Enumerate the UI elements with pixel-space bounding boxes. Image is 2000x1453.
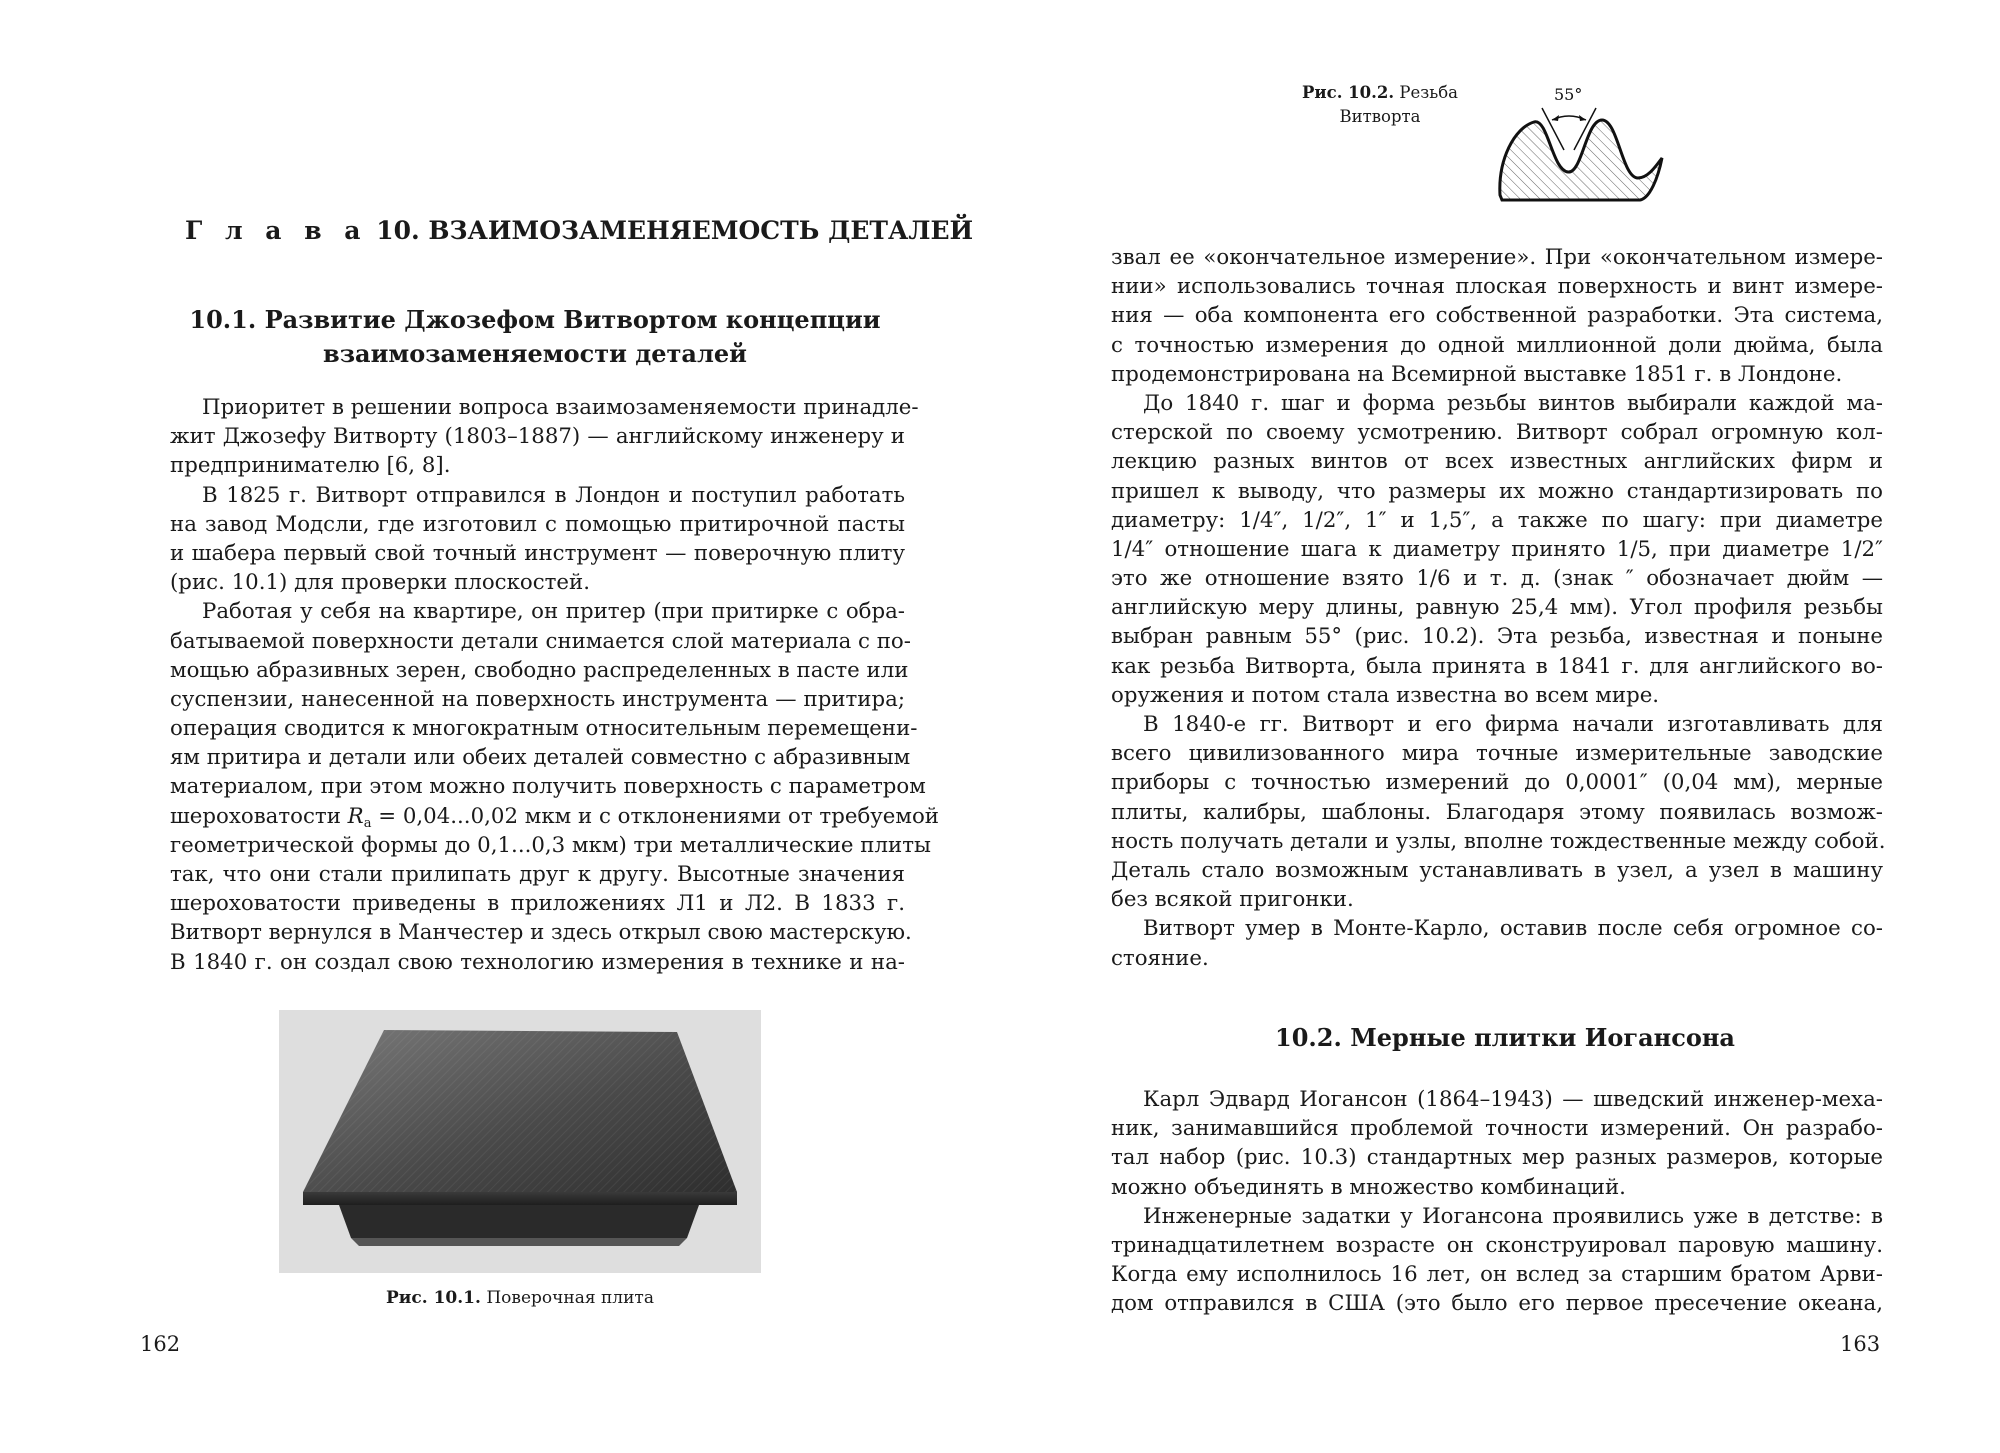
thread-angle-label: 55° bbox=[1554, 85, 1583, 104]
text-line: стояние. bbox=[1111, 945, 1209, 971]
chapter-title: 10. ВЗАИМОЗАМЕНЯЕМОСТЬ ДЕТАЛЕЙ bbox=[376, 216, 974, 245]
section-title-line: взаимозаменяемости деталей bbox=[323, 339, 747, 368]
section-title: 10.2. Мерные плитки Иогансона bbox=[1275, 1023, 1735, 1052]
text-line: продемонстрирована на Всемирной выставке 1851 г. в Лондоне. bbox=[1111, 361, 1843, 387]
text-line: с точностью измерения до одной миллионной доли дюйма, была bbox=[1111, 332, 1883, 358]
body-text bbox=[1111, 243, 1886, 973]
text-line: это же отношение взято 1/6 и т. д. (знак ″ обозначает дюйм — bbox=[1111, 566, 1883, 592]
text-line: материалом, при этом можно получить поверхность с параметром bbox=[170, 774, 926, 800]
figure-caption-text: Резьба bbox=[1394, 83, 1458, 102]
chapter-heading bbox=[185, 216, 974, 245]
text-line: звал ее «окончательное измерение». При «окончательном измере- bbox=[1111, 245, 1883, 270]
text-fragment: шероховатости bbox=[170, 803, 348, 829]
text-line: можно объединять в множество комбинаций. bbox=[1111, 1174, 1626, 1200]
text-fragment: = 0,04...0,02 мкм и с отклонениями от требуемой bbox=[371, 803, 939, 829]
text-line: и шабера первый свой точный инструмент — поверочную плиту bbox=[170, 540, 905, 566]
text-line: Деталь стало возможным устанавливать в узел, а узел в машину bbox=[1111, 857, 1883, 883]
ra-symbol: R bbox=[347, 803, 364, 829]
text-line: диаметру: 1/4″, 1/2″, 1″ и 1,5″, а также по шагу: при диаметре bbox=[1111, 507, 1883, 533]
text-line: операция сводится к многократным относительным перемещени- bbox=[170, 716, 918, 742]
text-line: суспензии, нанесенной на поверхность инструмента — притира; bbox=[170, 686, 905, 712]
text-line: геометрической формы до 0,1...0,3 мкм) три металлические плиты bbox=[170, 832, 931, 858]
text-line: Работая у себя на квартире, он притер (при притирке с обра- bbox=[202, 599, 905, 625]
text-line: Карл Эдвард Иогансон (1864–1943) — шведский инженер-меха- bbox=[1143, 1087, 1883, 1112]
figure-label: Рис. 10.2. bbox=[1302, 83, 1395, 102]
surface-plate-photo bbox=[279, 1010, 761, 1273]
figure-caption bbox=[1280, 81, 1480, 129]
text-line: ность получать детали и узлы, вполне тождественные между собой. bbox=[1111, 828, 1886, 854]
text-line: как резьба Витворта, была принята в 1841 г. для английского во- bbox=[1111, 653, 1883, 679]
text-line: (рис. 10.1) для проверки плоскостей. bbox=[170, 570, 590, 596]
whitworth-thread-diagram bbox=[1490, 80, 1670, 210]
text-line: пришел к выводу, что размеры их можно стандартизировать по bbox=[1111, 478, 1883, 504]
text-line: В 1840 г. он создал свою технологию измерения в технике и на- bbox=[170, 949, 905, 975]
page-number: 162 bbox=[140, 1332, 181, 1356]
text-line: ник, занимавшийся проблемой точности измерений. Он разрабо- bbox=[1111, 1116, 1883, 1142]
body-text bbox=[1111, 1085, 1883, 1319]
text-line: Приоритет в решении вопроса взаимозаменяемости принадле- bbox=[202, 395, 919, 420]
text-line: В 1840-е гг. Витворт и его фирма начали изготавливать для bbox=[1143, 712, 1883, 737]
text-line: батываемой поверхности детали снимается слой материала с по- bbox=[170, 628, 911, 654]
text-line: без всякой пригонки. bbox=[1111, 887, 1354, 913]
text-line: До 1840 г. шаг и форма резьбы винтов выбирали каждой ма- bbox=[1143, 390, 1883, 416]
text-line: плиты, калибры, шаблоны. Благодаря этому появилась возмож- bbox=[1111, 799, 1883, 825]
text-line: Когда ему исполнилось 16 лет, он вслед за старшим братом Арви- bbox=[1111, 1262, 1883, 1288]
ra-subscript: a bbox=[363, 815, 372, 831]
text-line: Витворт вернулся в Манчестер и здесь открыл свою мастерскую. bbox=[170, 920, 912, 946]
text-line: 1/4″ отношение шага к диаметру принято 1/5, при диаметре 1/2″ bbox=[1111, 536, 1883, 562]
text-line: ям притира и детали или обеих деталей совместно с абразивным bbox=[170, 745, 911, 771]
text-line: всего цивилизованного мира точные измерительные заводские bbox=[1111, 741, 1883, 767]
text-line: тал набор (рис. 10.3) стандартных мер разных размеров, которые bbox=[1111, 1145, 1883, 1171]
text-line: английскую меру длины, равную 25,4 мм). Угол профиля резьбы bbox=[1111, 595, 1883, 621]
text-line: тринадцатилетнем возрасте он сконструировал паровую машину. bbox=[1111, 1232, 1883, 1258]
text-line: стерской по своему усмотрению. Витворт собрал огромную кол- bbox=[1111, 420, 1883, 446]
text-line: Инженерные задатки у Иогансона проявились уже в детстве: в bbox=[1143, 1203, 1883, 1229]
text-line: В 1825 г. Витворт отправился в Лондон и поступил работать bbox=[202, 482, 905, 508]
text-line: выбран равным 55° (рис. 10.2). Эта резьба, известная и поныне bbox=[1111, 624, 1883, 650]
figure-caption-text: Витворта bbox=[1339, 107, 1421, 126]
text-line: нии» использовались точная плоская поверхность и винт измере- bbox=[1111, 274, 1883, 300]
text-line: приборы с точностью измерений до 0,0001″ (0,04 мм), мерные bbox=[1111, 770, 1883, 796]
text-line: ния — оба компонента его собственной разработки. Эта система, bbox=[1111, 303, 1883, 329]
figure-caption-text: Поверочная плита bbox=[480, 1288, 654, 1308]
section-title-line: 10.1. Развитие Джозефом Витвортом концепции bbox=[189, 305, 881, 334]
body-text bbox=[170, 393, 939, 977]
text-line: на завод Модсли, где изготовил с помощью притирочной пасты bbox=[170, 511, 905, 537]
text-line: дом отправился в США (это было его первое пресечение океана, bbox=[1111, 1291, 1883, 1317]
text-line: шероховатости приведены в приложениях Л1 и Л2. В 1833 г. bbox=[170, 891, 905, 917]
figure-caption bbox=[279, 1288, 761, 1308]
text-line: так, что они стали прилипать друг к другу. Высотные значения bbox=[170, 862, 905, 887]
text-line: Витворт умер в Монте-Карло, оставив после себя огромное со- bbox=[1143, 916, 1883, 942]
text-line: предпринимателю [6, 8]. bbox=[170, 453, 451, 479]
chapter-prefix: Г л а в а bbox=[185, 216, 368, 245]
text-line: жит Джозефу Витворту (1803–1887) — английскому инженеру и bbox=[170, 424, 905, 450]
figure-label: Рис. 10.1. bbox=[386, 1288, 481, 1308]
text-line-roughness bbox=[170, 802, 939, 831]
text-line: лекцию разных винтов от всех известных английских фирм и bbox=[1111, 449, 1883, 475]
text-line: мощью абразивных зерен, свободно распределенных в пасте или bbox=[170, 657, 909, 683]
text-line: оружения и потом стала известна во всем мире. bbox=[1111, 682, 1660, 708]
section-title bbox=[140, 303, 930, 371]
page-number: 163 bbox=[1840, 1332, 1881, 1356]
